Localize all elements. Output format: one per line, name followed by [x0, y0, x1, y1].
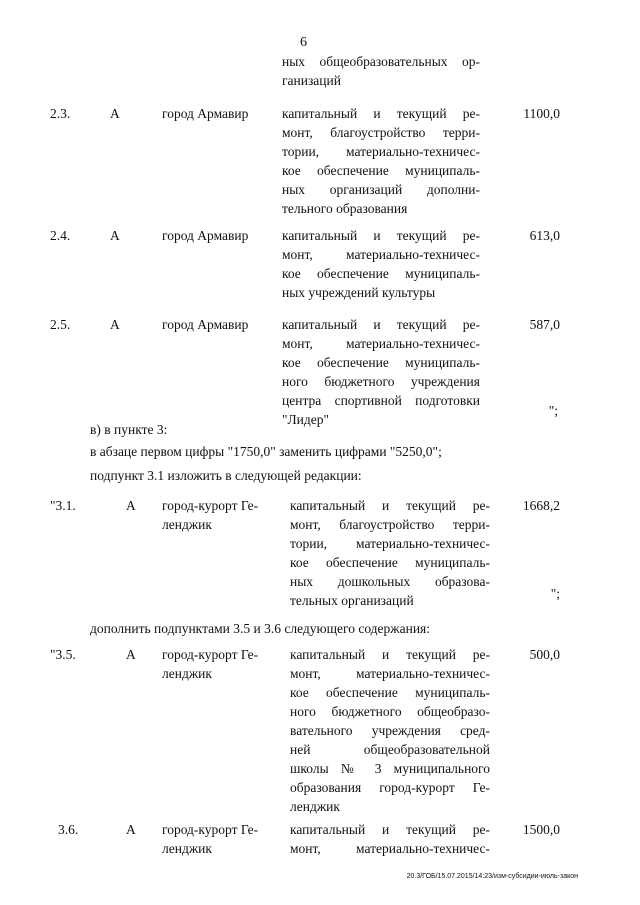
text-line: ного бюджетного учреждения	[282, 374, 480, 389]
text-line: тории, материально-техничес-	[290, 536, 490, 551]
row-category: А	[110, 106, 120, 121]
row-number: 3.6.	[58, 822, 79, 837]
text-line: монт, материально-техничес-	[282, 336, 480, 351]
text-line: кое обеспечение муниципаль-	[282, 355, 480, 370]
row-description	[282, 315, 480, 429]
footer-file-stamp: 20.3/ГОБ/15.07.2015/14:23/изм-субсидии-июль-закон	[406, 873, 578, 880]
text-line: монт, благоустройство терри-	[290, 517, 490, 532]
row-category: А	[110, 228, 120, 243]
text-line: ганизаций	[282, 73, 341, 88]
paragraph: дополнить подпунктами 3.5 и 3.6 следующего содержания:	[90, 621, 431, 636]
text-line: монт, материально-техничес-	[290, 666, 490, 681]
text-line: центра спортивной подготовки	[282, 393, 480, 408]
row-amount: 500,0	[529, 647, 560, 662]
text-line: ных дошкольных образова-	[290, 574, 490, 589]
text-line: ных учреждений культуры	[282, 285, 436, 300]
paragraph: в абзаце первом цифры "1750,0" заменить цифрами "5250,0";	[90, 444, 442, 459]
row-description	[290, 496, 490, 610]
row-amount: 613,0	[529, 228, 560, 243]
text-line: школы № 3 муниципального	[290, 761, 490, 776]
text-line: город-курорт Ге-	[162, 647, 259, 662]
text-line: ленджик	[162, 841, 212, 856]
row-place	[162, 820, 282, 858]
row-description	[290, 645, 490, 816]
text-line: ленджик	[162, 666, 212, 681]
row-description	[290, 820, 490, 858]
row-number: "3.5.	[50, 647, 76, 662]
text-line: ных организаций дополни-	[282, 182, 480, 197]
row-number: 2.4.	[50, 228, 71, 243]
text-line: город-курорт Ге-	[162, 498, 259, 513]
row-amount: 1100,0	[523, 106, 560, 121]
text-line: ного бюджетного общеобразо-	[290, 704, 490, 719]
row-place: город Армавир	[162, 228, 249, 243]
page-number: 6	[300, 35, 307, 50]
continuation-text	[282, 52, 480, 90]
closing-quote: ";	[548, 403, 558, 418]
text-line: вательного учреждения сред-	[290, 723, 490, 738]
text-line: ленджик	[290, 799, 340, 814]
row-amount: 587,0	[529, 317, 560, 332]
text-line: тельных организаций	[290, 593, 414, 608]
text-line: капитальный и текущий ре-	[290, 647, 490, 662]
text-line: капитальный и текущий ре-	[290, 498, 490, 513]
text-line: ных общеобразовательных ор-	[282, 54, 480, 69]
row-category: А	[126, 647, 136, 662]
text-line: тельного образования	[282, 201, 408, 216]
row-category: А	[126, 498, 136, 513]
paragraph: подпункт 3.1 изложить в следующей редакции:	[90, 468, 362, 483]
row-category: А	[110, 317, 120, 332]
text-line: кое обеспечение муниципаль-	[282, 266, 480, 281]
text-line: город-курорт Ге-	[162, 822, 259, 837]
text-line: ней общеобразовательной	[290, 742, 490, 757]
text-line: кое обеспечение муниципаль-	[290, 685, 490, 700]
row-place: город Армавир	[162, 106, 249, 121]
text-line: монт, благоустройство терри-	[282, 125, 480, 140]
text-line: кое обеспечение муниципаль-	[290, 555, 490, 570]
row-category: А	[126, 822, 136, 837]
row-number: 2.5.	[50, 317, 71, 332]
text-line: капитальный и текущий ре-	[282, 106, 480, 121]
text-line: капитальный и текущий ре-	[282, 317, 480, 332]
text-line: кое обеспечение муниципаль-	[282, 163, 480, 178]
row-amount: 1668,2	[522, 498, 560, 513]
text-line: образования город-курорт Ге-	[290, 780, 490, 795]
row-place: город Армавир	[162, 317, 249, 332]
text-line: капитальный и текущий ре-	[282, 228, 480, 243]
row-place	[162, 496, 282, 534]
text-line: монт, материально-техничес-	[282, 247, 480, 262]
row-amount: 1500,0	[522, 822, 560, 837]
text-line: тории, материально-техничес-	[282, 144, 480, 159]
closing-quote: ";	[550, 586, 560, 601]
row-place	[162, 645, 282, 683]
text-line: "Лидер"	[282, 412, 330, 427]
row-number: "3.1.	[50, 498, 76, 513]
paragraph: в) в пункте 3:	[90, 422, 168, 437]
row-description	[282, 226, 480, 302]
row-number: 2.3.	[50, 106, 71, 121]
text-line: ленджик	[162, 517, 212, 532]
text-line: монт, материально-техничес-	[290, 841, 490, 856]
text-line: капитальный и текущий ре-	[290, 822, 490, 837]
row-description	[282, 104, 480, 218]
